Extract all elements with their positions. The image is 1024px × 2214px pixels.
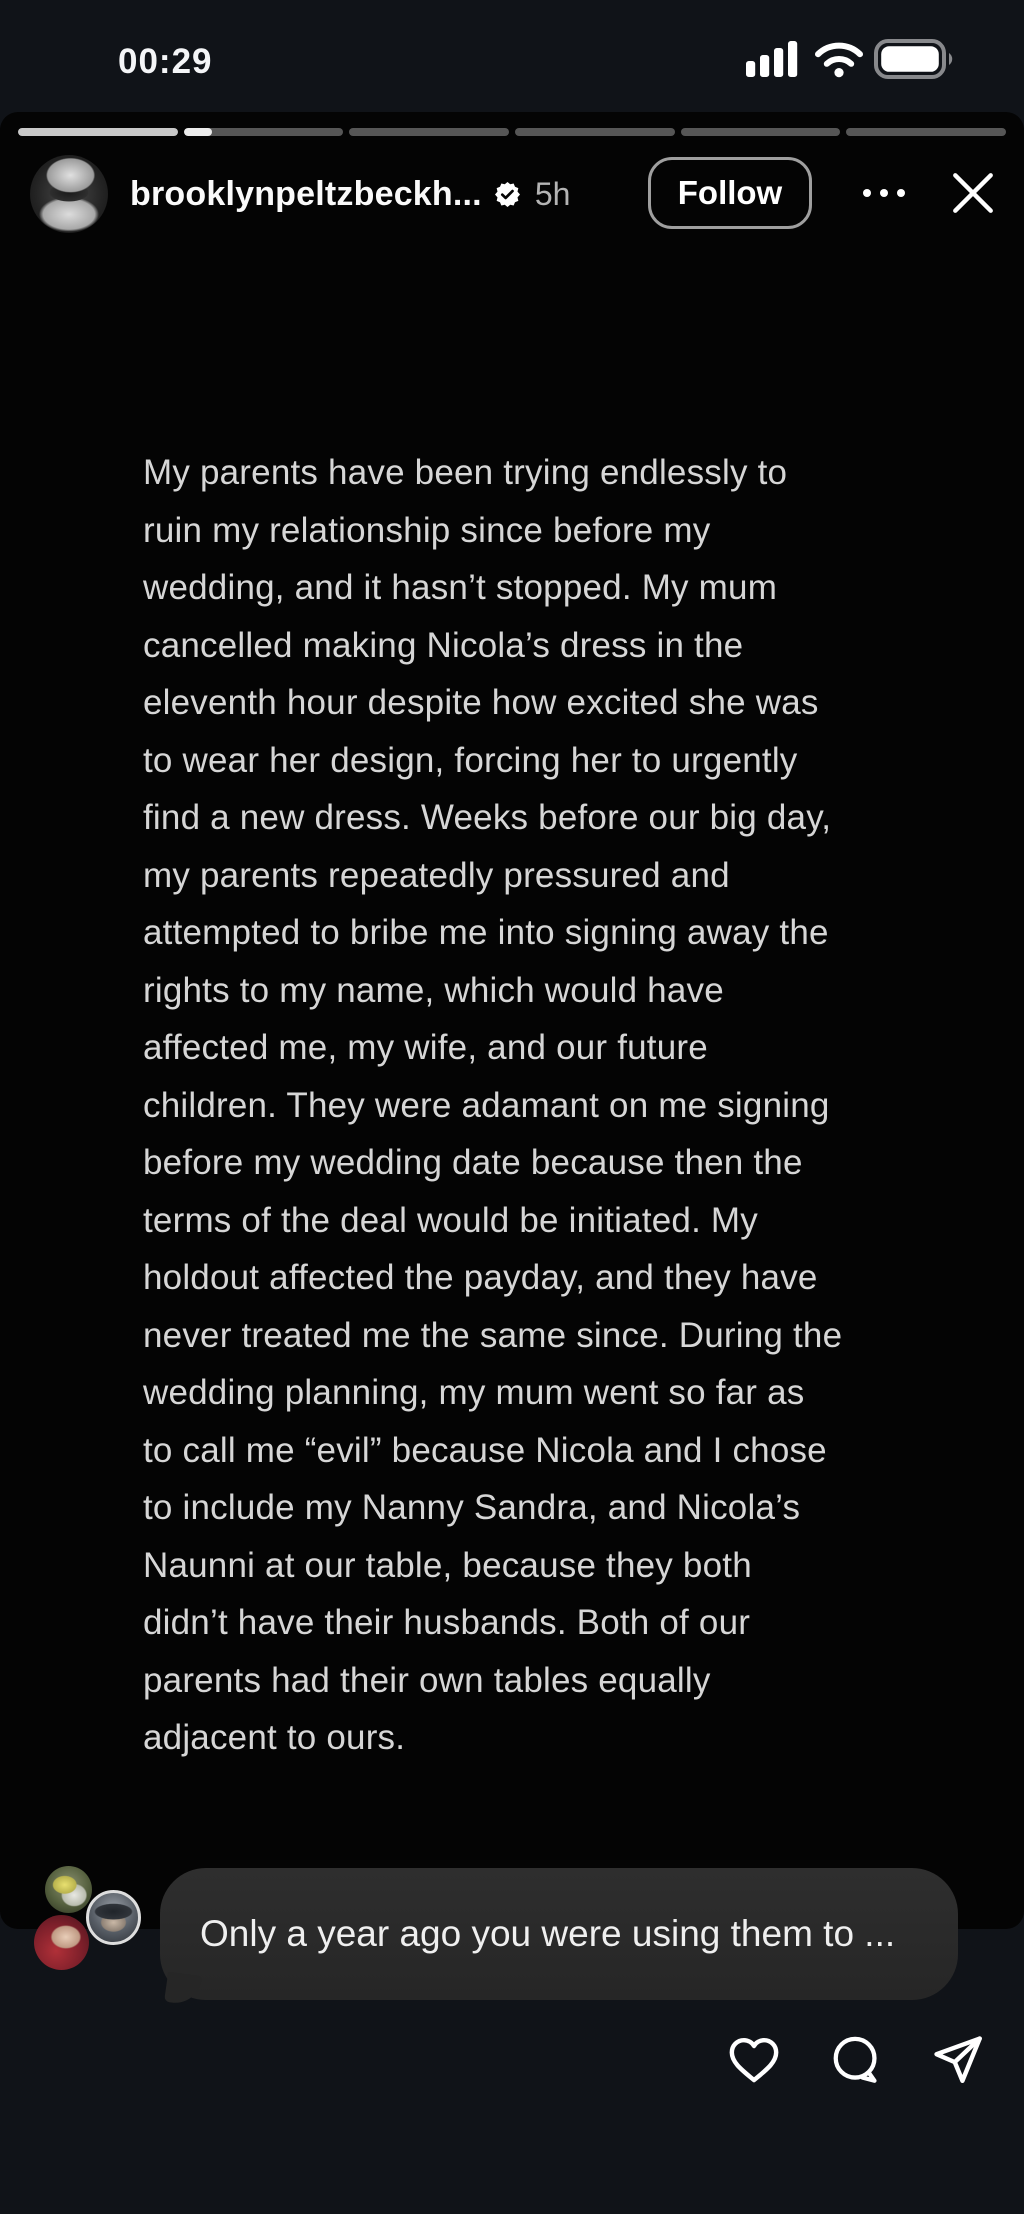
- verified-badge-icon: [495, 182, 520, 207]
- heart-icon: [726, 2032, 782, 2088]
- story-text-line: find a new dress. Weeks before our big day,: [143, 798, 832, 837]
- progress-segment: [846, 128, 1006, 136]
- follow-button[interactable]: Follow: [648, 157, 812, 229]
- story-text-line: children. They were adamant on me signing: [143, 1085, 830, 1125]
- viewer-avatar[interactable]: [34, 1915, 89, 1970]
- wifi-icon: [814, 39, 864, 84]
- status-time: 00:29: [118, 42, 213, 81]
- progress-segment: [349, 128, 509, 136]
- story-text-line: My parents have been trying endlessly to: [143, 453, 788, 492]
- story-text-line: my parents repeatedly pressured and: [143, 855, 730, 895]
- dot-icon: [897, 189, 905, 197]
- story-action-bar: [726, 2032, 986, 2088]
- progress-segment: [18, 128, 178, 136]
- viewer-avatar[interactable]: [86, 1890, 141, 1945]
- story-header: [0, 155, 1024, 227]
- story-text-line: ruin my relationship since before my: [143, 510, 711, 550]
- story-card[interactable]: [0, 112, 1024, 1929]
- story-text-line: before my wedding date because then the: [143, 1143, 803, 1182]
- story-text-line: wedding, and it hasn’t stopped. My mum: [143, 568, 778, 607]
- story-text-line: didn’t have their husbands. Both of our: [143, 1603, 751, 1642]
- comment-button[interactable]: [828, 2032, 884, 2088]
- story-text-line: to include my Nanny Sandra, and Nicola’s: [143, 1488, 801, 1527]
- more-options-button[interactable]: [846, 157, 922, 229]
- story-text-line: rights to my name, which would have: [143, 970, 724, 1010]
- story-text-line: parents had their own tables equally: [143, 1660, 711, 1700]
- progress-segment: [184, 128, 344, 136]
- story-text-line: cancelled making Nicola’s dress in the: [143, 625, 744, 665]
- status-icons: [746, 40, 958, 82]
- story-timestamp: 5h: [534, 175, 571, 212]
- story-text-line: adjacent to ours.: [143, 1718, 406, 1757]
- story-text-line: holdout affected the payday, and they have: [143, 1258, 818, 1297]
- story-text-line: to call me “evil” because Nicola and I chose: [143, 1430, 827, 1470]
- close-icon: [948, 168, 998, 218]
- comment-bubble-icon: [829, 2033, 883, 2087]
- like-button[interactable]: [726, 2032, 782, 2088]
- progress-segment: [681, 128, 841, 136]
- story-progress: [18, 128, 1006, 136]
- story-text-line: affected me, my wife, and our future: [143, 1028, 708, 1067]
- story-text-line: attempted to bribe me into signing away the: [143, 913, 829, 952]
- viewer-avatar[interactable]: [45, 1866, 92, 1913]
- dot-icon: [863, 189, 871, 197]
- share-button[interactable]: [930, 2032, 986, 2088]
- progress-segment: [515, 128, 675, 136]
- story-text-line: terms of the deal would be initiated. My: [143, 1200, 758, 1240]
- story-text-line: eleventh hour despite how excited she was: [143, 683, 819, 722]
- author-avatar[interactable]: [30, 155, 108, 233]
- story-text-line: never treated me the same since. During the: [143, 1315, 843, 1355]
- close-story-button[interactable]: [938, 157, 1008, 229]
- author-username[interactable]: brooklynpeltzbeckh...: [130, 174, 482, 213]
- story-text-line: Naunni at our table, because they both: [143, 1545, 752, 1585]
- battery-icon: [874, 39, 958, 84]
- reply-preview-text: Only a year ago you were using them to ...: [200, 1913, 896, 1954]
- story-text-line: wedding planning, my mum went so far as: [143, 1373, 805, 1412]
- story-text: [143, 444, 842, 1767]
- story-text-line: to wear her design, forcing her to urgently: [143, 740, 798, 780]
- cellular-signal-icon: [746, 39, 804, 84]
- reply-preview-bubble[interactable]: [160, 1868, 958, 2000]
- dot-icon: [880, 189, 888, 197]
- paper-plane-icon: [930, 2031, 986, 2089]
